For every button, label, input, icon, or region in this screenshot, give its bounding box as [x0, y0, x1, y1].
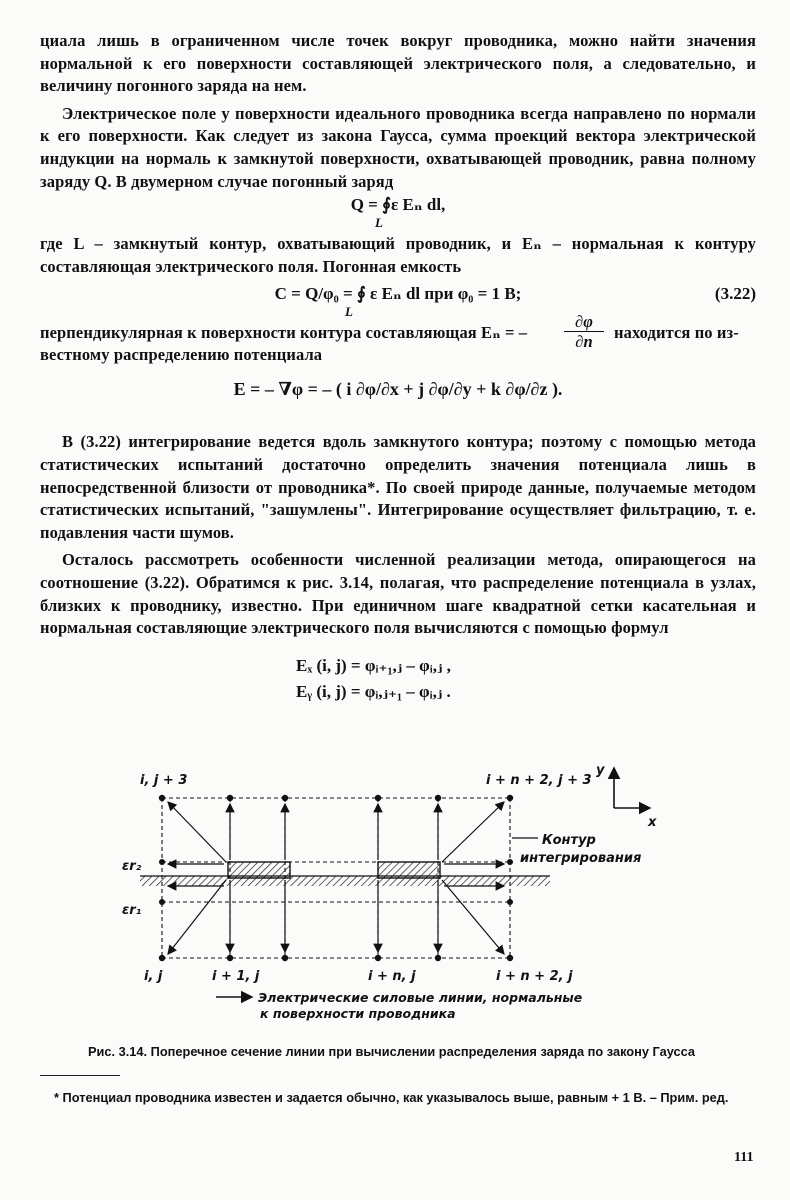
figure-diagram: [120, 752, 680, 1028]
conductor-right: [378, 862, 440, 878]
label-axis-y: y: [596, 763, 605, 778]
label-contour-2: интегрирования: [520, 851, 642, 866]
equation-gauss-text: Q = ∮ε Eₙ dl,: [350, 195, 446, 215]
footnote-rule: [40, 1075, 120, 1076]
equation-capacitance-subscript: L: [345, 304, 353, 320]
paragraph-4-part-c: вестному распределению потенциала: [40, 345, 323, 365]
dphi-denominator: ∂n: [575, 332, 593, 352]
paragraph-2: Электрическое поле у поверхности идеального проводника всегда направлено по нормали к его поверхности. Как следует из закона Гаусса, сумма проекций вектора электрической индукции на нормаль к замкнутой поверхности, охватывающей проводник, равна полному заряду Q. В двумерном случае погонный заряд: [40, 103, 756, 191]
label-eps-lower: εr₁: [122, 903, 142, 918]
equation-gauss: [40, 195, 756, 233]
paragraph-1: циала лишь в ограниченном числе точек вокруг проводника, можно найти значения нормальной к его поверхности составляющей электрического поля, а следовательно, и величину погонного заряда на нем.: [40, 31, 756, 96]
conductor-left: [228, 862, 290, 878]
figure-caption: Рис. 3.14. Поперечное сечение линии при вычислении распределения заряда по закону Гаусса: [88, 1044, 696, 1059]
label-node-top-right: i + n + 2, j + 3: [486, 773, 592, 788]
equation-capacitance: [40, 284, 756, 322]
equation-ex: Eₓ (i, j) = φᵢ₊₁,ⱼ – φᵢ,ⱼ ,: [296, 655, 451, 675]
figure-3-14: [120, 752, 680, 1028]
axes: [614, 768, 650, 808]
page-body: [40, 30, 756, 716]
dphi-numerator: ∂φ: [564, 313, 604, 332]
label-legend-2: к поверхности проводника: [260, 1006, 456, 1021]
label-eps-upper: εr₂: [122, 859, 142, 874]
equation-components: [40, 656, 756, 716]
label-contour-1: Контур: [542, 833, 596, 848]
label-legend-1: Электрические силовые линии, нормальные: [258, 990, 583, 1005]
footnote: * Потенциал проводника известен и задается обычно, как указывалось выше, равным + 1 В. – Прим. ред.: [54, 1090, 729, 1105]
page-number: 111: [734, 1150, 754, 1165]
equation-gradient: [40, 379, 756, 431]
equation-gauss-subscript: L: [375, 215, 383, 231]
dielectric-interface: [140, 876, 550, 886]
paragraph-3: где L – замкнутый контур, охватывающий проводник, и Eₙ – нормальная к контуру составляющая электрического поля. Погонная емкость: [40, 234, 756, 276]
equation-ey: Eᵧ (i, j) = φᵢ,ⱼ₊₁ – φᵢ,ⱼ .: [296, 681, 451, 701]
paragraph-4: [40, 312, 756, 367]
paragraph-5: В (3.22) интегрирование ведется вдоль замкнутого контура; поэтому с помощью метода статистических испытаний достаточно определить значения потенциала лишь в непосредственной близости от проводника*. По своей природе данные, получаемые методом статистических испытаний, "зашумлены". Интегрирование осуществляет фильтрацию, т. е. подавления части шумов.: [40, 432, 756, 542]
paragraph-6: Осталось рассмотреть особенности численной реализации метода, опирающегося на соотношение (3.22). Обратимся к рис. 3.14, полагая, что распределение потенциала в узлах, близких к проводнику, известно. При единичном шаге квадратной сетки касательная и нормальная составляющие электрического поля вычисляются с помощью формул: [40, 550, 756, 638]
label-node-bottom-3: i + n, j: [368, 969, 416, 984]
paragraph-4-part-a: перпендикулярная к поверхности контура составляющая Eₙ = –: [40, 323, 528, 343]
label-node-top-left: i, j + 3: [140, 773, 188, 788]
equation-gradient-text: E = – ∇φ = – ( i ∂φ/∂x + j ∂φ/∂y + k ∂φ/∂z ).: [233, 379, 563, 400]
equation-capacitance-text: C = Q/φ₀ = ∮ ε Eₙ dl при φ₀ = 1 В;: [274, 284, 522, 304]
label-node-bottom-1: i, j: [144, 969, 163, 984]
label-axis-x: x: [648, 815, 657, 830]
label-node-bottom-4: i + n + 2, j: [496, 969, 573, 984]
equation-number: (3.22): [714, 284, 756, 304]
label-node-bottom-2: i + 1, j: [212, 969, 260, 984]
paragraph-4-part-b: находится по из-: [614, 323, 739, 343]
